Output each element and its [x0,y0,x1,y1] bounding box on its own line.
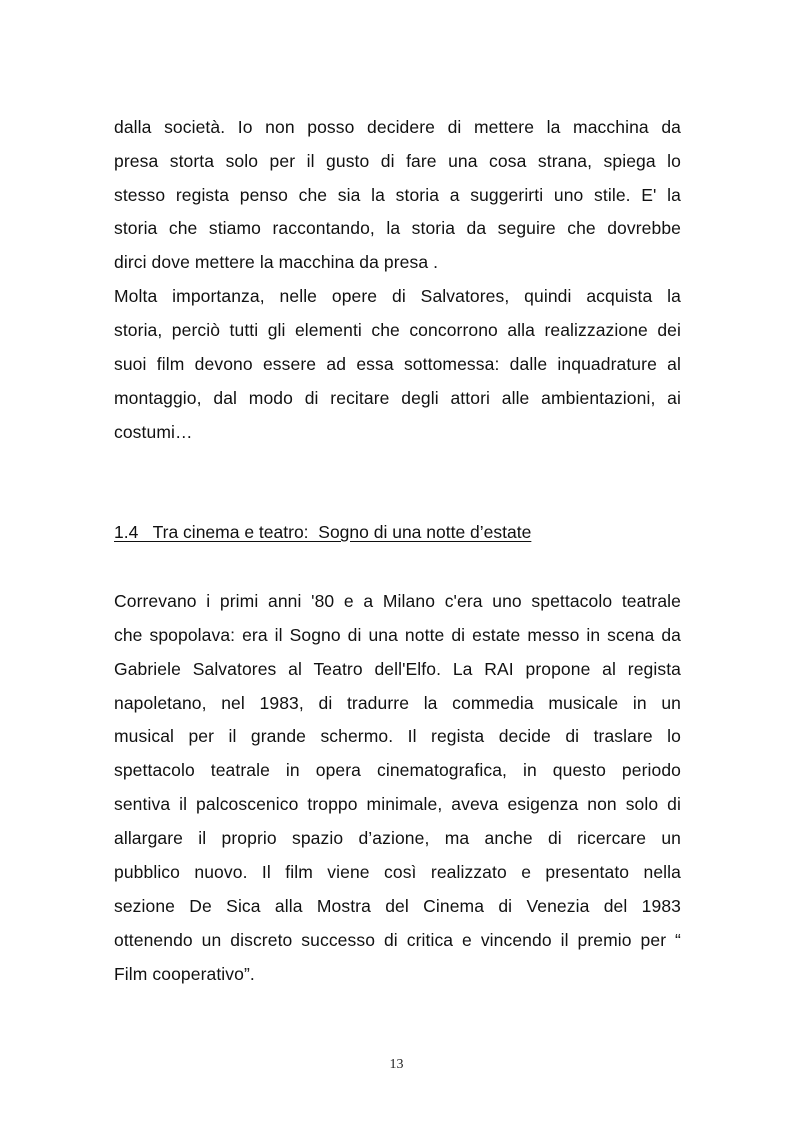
paragraph-line: Molta importanza, nelle opere di Salvatores, quindi acquista la [114,286,681,306]
paragraph-line: storia che stiamo raccontando, la storia da seguire che dovrebbe [114,218,681,238]
paragraph-line: pubblico nuovo. Il film viene così realizzato e presentato nella [114,862,681,882]
paragraph-line: stesso regista penso che sia la storia a suggerirti uno stile. E' la [114,185,681,205]
paragraph-line: storia, perciò tutti gli elementi che concorrono alla realizzazione dei [114,320,681,340]
paragraph-line: musical per il grande schermo. Il regista decide di traslare lo [114,726,681,746]
paragraph-line: suoi film devono essere ad essa sottomessa: dalle inquadrature al [114,354,681,374]
paragraph-line: dirci dove mettere la macchina da presa . [114,252,439,272]
paragraph-line: Correvano i primi anni '80 e a Milano c'era uno spettacolo teatrale [114,591,681,611]
paragraph-line: napoletano, nel 1983, di tradurre la commedia musicale in un [114,693,681,713]
paragraph-line: spettacolo teatrale in opera cinematografica, in questo periodo [114,760,681,780]
paragraph-line: costumi… [114,422,193,442]
paragraph-line: che spopolava: era il Sogno di una notte di estate messo in scena da [114,625,681,645]
paragraph-line: allargare il proprio spazio d’azione, ma anche di ricercare un [114,828,681,848]
paragraph-line: dalla società. Io non posso decidere di mettere la macchina da [114,117,681,137]
paragraph-line: Film cooperativo”. [114,964,255,984]
paragraph-line: montaggio, dal modo di recitare degli attori alle ambientazioni, ai [114,388,681,408]
paragraph-line: presa storta solo per il gusto di fare una cosa strana, spiega lo [114,151,681,171]
paragraph-line: ottenendo un discreto successo di critica e vincendo il premio per “ [114,930,681,950]
paragraph-line: Gabriele Salvatores al Teatro dell'Elfo. La RAI propone al regista [114,659,681,679]
page-number: 13 [389,1057,404,1072]
paragraph-line: sezione De Sica alla Mostra del Cinema di Venezia del 1983 [114,896,681,916]
section-heading: 1.4 Tra cinema e teatro: Sogno di una notte d’estate [114,522,532,542]
paragraph-line: sentiva il palcoscenico troppo minimale, aveva esigenza non solo di [114,794,681,814]
